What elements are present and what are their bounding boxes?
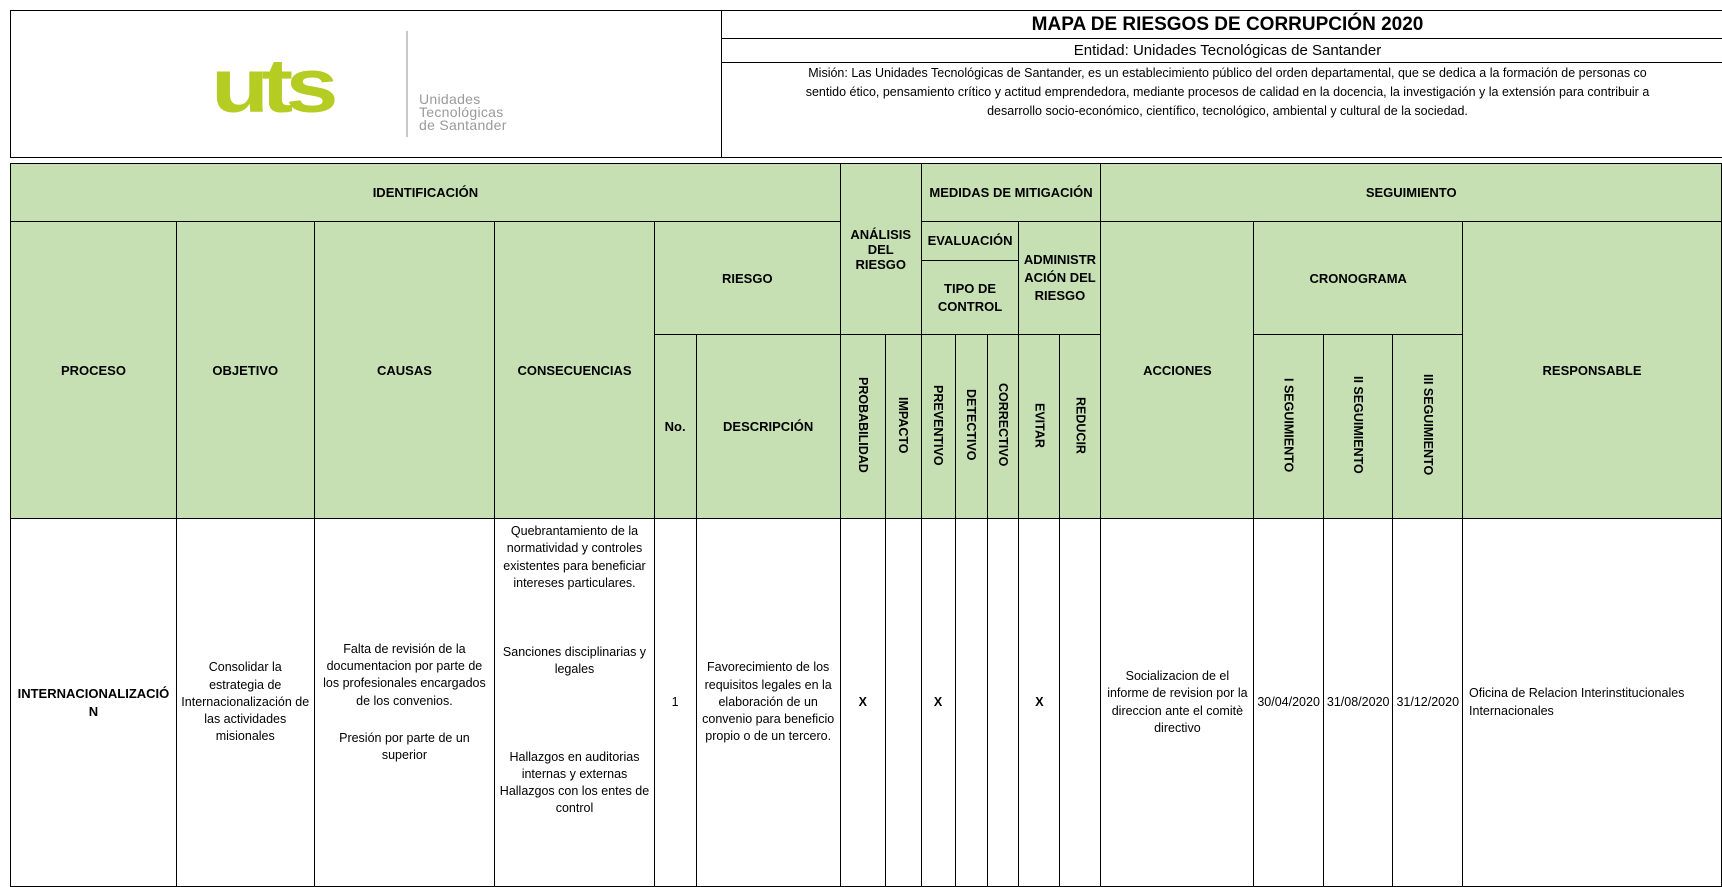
col-seg1: [1254, 335, 1324, 519]
col-seg2-label: II SEGUIMIENTO: [1351, 376, 1366, 474]
header-row-groups: [11, 164, 1722, 222]
cell-seg3: 31/12/2020: [1393, 519, 1463, 887]
logo-divider: [406, 31, 408, 137]
col-probabilidad: [840, 335, 885, 519]
col-no: No.: [654, 335, 696, 519]
cell-consecuencia-2: Sanciones disciplinarias y legales: [502, 645, 647, 677]
group-cronograma: CRONOGRAMA: [1254, 222, 1463, 335]
uts-logo: [201, 29, 581, 139]
col-reducir-label: REDUCIR: [1073, 396, 1088, 454]
group-analisis: ANÁLISIS DEL RIESGO: [840, 164, 921, 335]
group-tipo-control: TIPO DE CONTROL: [937, 280, 1003, 314]
cell-no: 1: [654, 519, 696, 887]
mission-line: desarrollo socio-económico, científico, tecnológico, ambiental y cultural de la sociedad.: [987, 104, 1468, 118]
logo-wordmark: uts: [211, 44, 331, 129]
cell-causa-1: Falta de revisión de la documentacion por parte de los profesionales encargados de los convenios.: [323, 641, 486, 708]
cell-detectivo: [955, 519, 987, 887]
cell-evitar: X: [1019, 519, 1060, 887]
mission-statement: [722, 63, 1722, 158]
cell-causa-gap: [318, 710, 492, 730]
col-seg2: [1323, 335, 1393, 519]
col-responsable: RESPONSABLE: [1463, 222, 1722, 519]
entity-name: Entidad: Unidades Tecnológicas de Santander: [722, 39, 1722, 63]
cell-descripcion: Favorecimiento de los requisitos legales en la elaboración de un convenio para beneficio propio o de un tercero.: [696, 519, 840, 887]
group-identificacion: IDENTIFICACIÓN: [11, 164, 841, 222]
col-seg3: [1393, 335, 1463, 519]
col-consecuencias: CONSECUENCIAS: [495, 222, 654, 519]
cell-impacto: [885, 519, 921, 887]
cell-causas: [314, 519, 495, 887]
table-row: [11, 519, 1722, 887]
cell-acciones: Socializacion de el informe de revision por la direccion ante el comitè directivo: [1101, 519, 1254, 887]
logo-subtitle-line: Tecnológicas: [419, 104, 504, 120]
cell-consecuencia-1: Quebrantamiento de la normatividad y controles existentes para beneficiar intereses particulares.: [503, 524, 646, 590]
cell-probabilidad: X: [840, 519, 885, 887]
col-descripcion: DESCRIPCIÓN: [696, 335, 840, 519]
cell-reducir: [1060, 519, 1101, 887]
col-proceso: PROCESO: [11, 222, 177, 519]
cell-preventivo: X: [921, 519, 955, 887]
risk-table: [10, 163, 1722, 887]
cell-proceso: INTERNACIONALIZACIÓ N: [11, 519, 177, 887]
cell-consecuencia-gap: [498, 592, 650, 644]
cell-responsable: Oficina de Relacion Interinstitucionales Internacionales: [1463, 519, 1722, 887]
col-detectivo: [955, 335, 987, 519]
cell-consecuencia-3: Hallazgos en auditorias internas y externas Hallazgos con los entes de control: [499, 749, 650, 816]
mission-line: sentido ético, pensamiento crítico y actitud emprendedora, mediante procesos de calidad en la docencia, la investigación y la extensión para contribuir a: [805, 85, 1650, 99]
col-detectivo-label: DETECTIVO: [964, 389, 979, 461]
group-evaluacion: EVALUACIÓN: [922, 222, 1019, 261]
col-acciones: ACCIONES: [1101, 222, 1254, 519]
group-evaluacion-block: [921, 222, 1019, 335]
col-objetivo: OBJETIVO: [176, 222, 314, 519]
group-riesgo: RIESGO: [654, 222, 840, 335]
document-title: MAPA DE RIESGOS DE CORRUPCIÓN 2020: [722, 11, 1722, 39]
cell-seg1: 30/04/2020: [1254, 519, 1324, 887]
group-medidas: MEDIDAS DE MITIGACIÓN: [921, 164, 1101, 222]
cell-causa-2: Presión por parte de un superior: [339, 730, 470, 762]
logo-subtitle-line: de Santander: [419, 117, 507, 133]
col-impacto-label: IMPACTO: [896, 396, 911, 454]
logo-subtitle-line: Unidades: [419, 91, 481, 107]
cell-consecuencia-gap: [498, 679, 650, 749]
title-cell: [721, 10, 1722, 158]
col-preventivo-label: PREVENTIVO: [931, 384, 946, 466]
logo-cell: [10, 10, 722, 158]
col-probabilidad-label: PROBABILIDAD: [855, 377, 870, 473]
col-seg1-label: I SEGUIMIENTO: [1281, 377, 1296, 473]
col-preventivo: [921, 335, 955, 519]
col-evitar: [1019, 335, 1060, 519]
logo-subtitle: [419, 93, 589, 132]
col-seg3-label: III SEGUIMIENTO: [1420, 374, 1435, 476]
cell-seg2: 31/08/2020: [1323, 519, 1393, 887]
cell-consecuencias: [495, 519, 654, 887]
col-correctivo-label: CORRECTIVO: [996, 383, 1010, 467]
cell-objetivo: Consolidar la estrategia de Internacionalización de las actividades misionales: [176, 519, 314, 887]
group-seguimiento: SEGUIMIENTO: [1101, 164, 1722, 222]
col-causas: CAUSAS: [314, 222, 495, 519]
cell-correctivo: [987, 519, 1019, 887]
col-impacto: [885, 335, 921, 519]
group-administracion: ADMINISTR ACIÓN DEL RIESGO: [1019, 222, 1101, 335]
col-correctivo: [987, 335, 1019, 519]
col-reducir: [1060, 335, 1101, 519]
col-evitar-label: EVITAR: [1032, 402, 1047, 448]
mission-line: Misión: Las Unidades Tecnológicas de Santander, es un establecimiento público del orden departamental, que se dedica a la formación de personas co: [808, 66, 1647, 80]
document-header: [10, 10, 1722, 158]
